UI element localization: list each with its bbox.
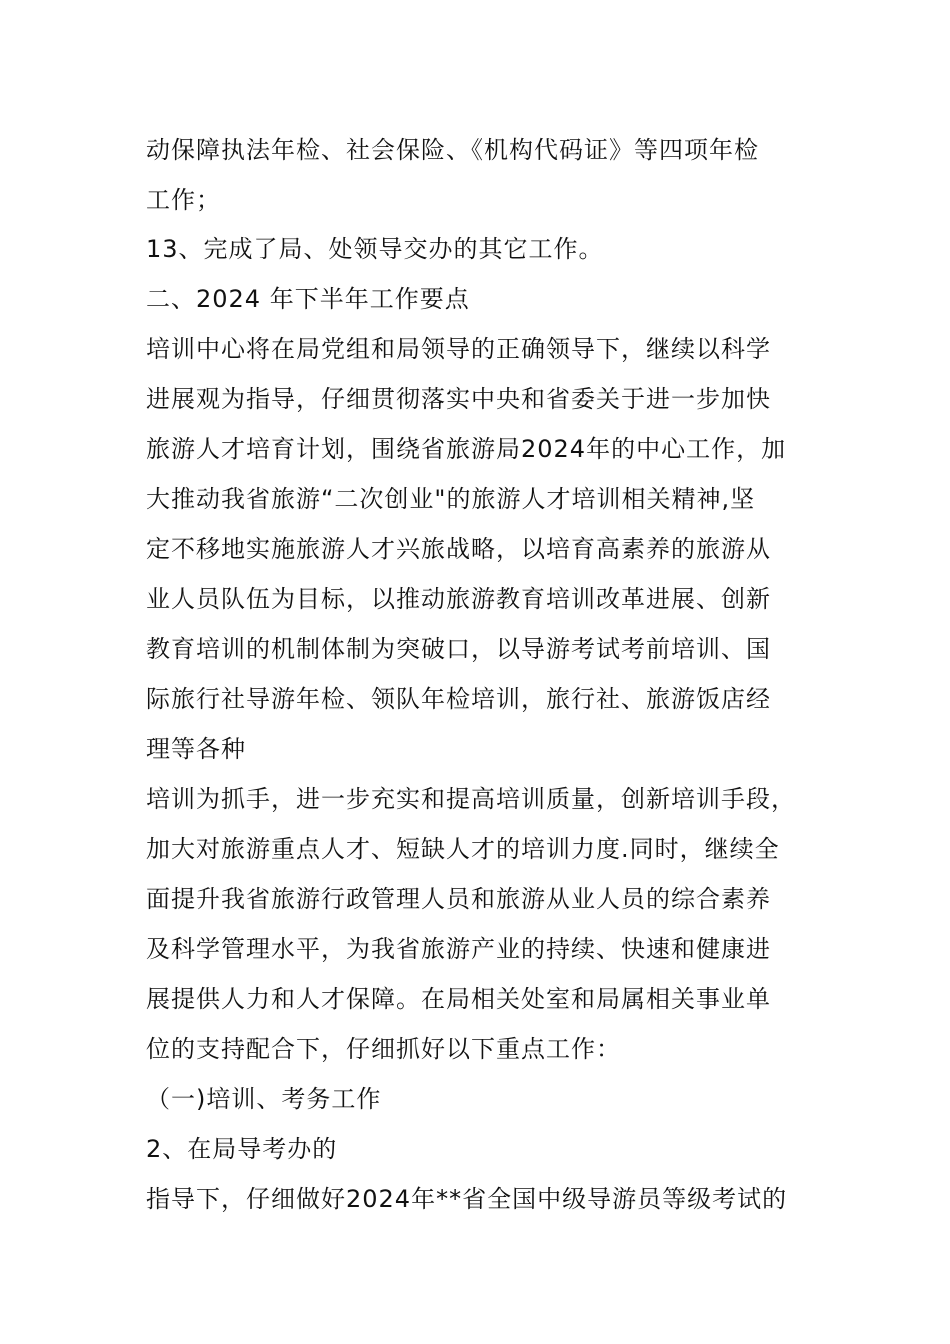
text-line: 13、完成了局、处领导交办的其它工作。 [146,235,604,263]
text-line: 2、在局导考办的 [146,1135,338,1163]
text-line: 教育培训的机制体制为突破口，以导游考试考前培训、国 [146,635,771,663]
text-line: 定不移地实施旅游人才兴旅战略，以培育高素养的旅游从 [146,535,771,563]
text-line: 展提供人力和人才保障。在局相关处室和局属相关事业单 [146,985,771,1013]
text-line: 动保障执法年检、社会保险、《机构代码证》等四项年检 [146,136,759,164]
text-line: 进展观为指导，仔细贯彻落实中央和省委关于进一步加快 [146,385,771,413]
text-line: 培训中心将在局党组和局领导的正确领导下，继续以科学 [146,335,771,363]
text-line: 业人员队伍为目标，以推动旅游教育培训改革进展、创新 [146,585,771,613]
text-line: 面提升我省旅游行政管理人员和旅游从业人员的综合素养 [146,885,771,913]
text-line: 及科学管理水平，为我省旅游产业的持续、快速和健康进 [146,935,771,963]
subsection-heading: （一)培训、考务工作 [146,1085,382,1113]
text-line: 加大对旅游重点人才、短缺人才的培训力度.同时，继续全 [146,835,780,863]
text-line: 际旅行社导游年检、领队年检培训，旅行社、旅游饭店经 [146,685,771,713]
text-line: 理等各种 [146,735,246,763]
text-line: 旅游人才培育计划，围绕省旅游局2024年的中心工作，加 [146,435,787,463]
text-line: 大推动我省旅游“二次创业"的旅游人才培训相关精神,坚 [146,485,756,513]
section-heading: 二、2024 年下半年工作要点 [146,285,470,313]
text-line: 工作； [146,186,221,214]
text-line: 指导下，仔细做好2024年**省全国中级导游员等级考试的 [146,1185,788,1213]
text-line: 培训为抓手，进一步充实和提高培训质量，创新培训手段， [146,785,796,813]
text-line: 位的支持配合下，仔细抓好以下重点工作： [146,1035,621,1063]
